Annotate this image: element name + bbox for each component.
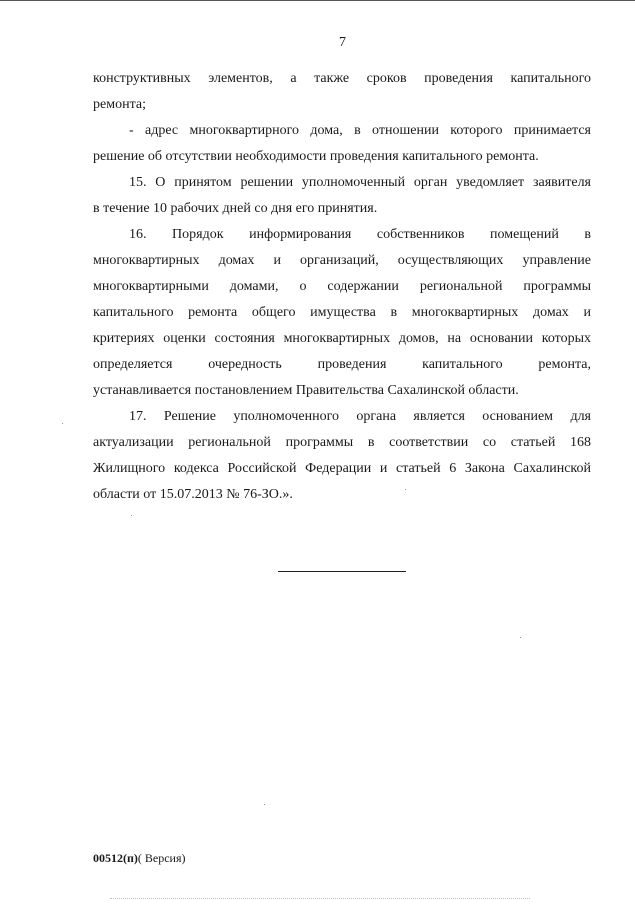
paragraph bbox=[93, 118, 591, 170]
paragraph-line: актуализации региональной программы в соответствии со статьей 168 bbox=[93, 435, 591, 450]
scan-speck bbox=[131, 515, 132, 516]
footer-code-number: 00512(п) bbox=[93, 851, 138, 865]
paragraph-line: устанавливается постановлением Правительства Сахалинской области. bbox=[93, 383, 519, 398]
scan-speck bbox=[520, 637, 521, 638]
paragraph-line: решение об отсутствии необходимости проведения капитального ремонта. bbox=[93, 149, 539, 164]
paragraph-line: 16. Порядок информирования собственников помещений в bbox=[129, 227, 591, 242]
paragraph bbox=[93, 404, 591, 508]
paragraph-line: многоквартирными домами, о содержании региональной программы bbox=[93, 279, 591, 294]
scan-speck bbox=[62, 423, 63, 424]
paragraph-line: - адрес многоквартирного дома, в отношении которого принимается bbox=[129, 123, 591, 138]
scan-speck bbox=[264, 804, 265, 805]
document-body bbox=[93, 66, 591, 508]
paragraph-line: ремонта; bbox=[93, 97, 146, 112]
paragraph-line: 17. Решение уполномоченного органа является основанием для bbox=[129, 409, 591, 424]
paragraph-line: конструктивных элементов, а также сроков проведения капитального bbox=[93, 71, 591, 86]
footer-code-version: ( Версия) bbox=[137, 851, 186, 865]
scan-speck bbox=[405, 489, 406, 490]
paragraph-line: области от 15.07.2013 № 76-ЗО.». bbox=[93, 487, 293, 502]
paragraph-line: Жилищного кодекса Российской Федерации и статьей 6 Закона Сахалинской bbox=[93, 461, 591, 476]
paragraph-line: многоквартирных домах и организаций, осуществляющих управление bbox=[93, 253, 591, 268]
paragraph-line: капитального ремонта общего имущества в многоквартирных домах и bbox=[93, 305, 591, 320]
paragraph bbox=[93, 66, 591, 118]
scan-bottom-artifact bbox=[110, 898, 530, 900]
paragraph-line: критериях оценки состояния многоквартирных домов, на основании которых bbox=[93, 331, 591, 346]
end-separator-line bbox=[278, 571, 406, 572]
paragraph-line: в течение 10 рабочих дней со дня его принятия. bbox=[93, 201, 378, 216]
paragraph-line: определяется очередность проведения капитального ремонта, bbox=[93, 357, 591, 372]
paragraph-line: 15. О принятом решении уполномоченный орган уведомляет заявителя bbox=[129, 175, 591, 190]
footer-document-code bbox=[93, 850, 186, 866]
page-number: 7 bbox=[339, 35, 346, 50]
paragraph bbox=[93, 222, 591, 404]
page-top-edge bbox=[0, 0, 635, 1]
paragraph bbox=[93, 170, 591, 222]
